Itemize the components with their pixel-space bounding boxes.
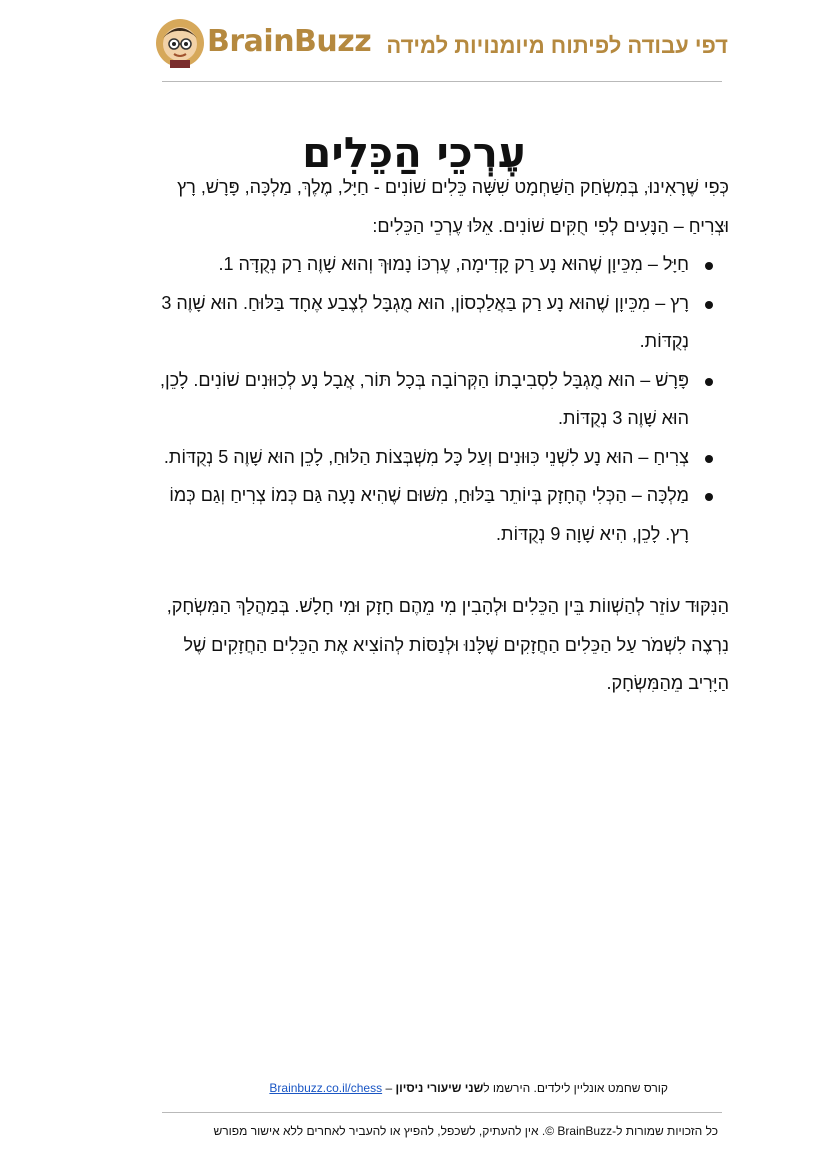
main-content [149,168,729,703]
course-bold-text: שני שיעורי ניסיון [395,1081,484,1095]
logo-wordmark: BrainBuzz [207,24,372,59]
header-divider [162,81,722,82]
brainbuzz-logo [155,18,372,70]
list-item-rook: צְרִיחַ – הוּא נָע לִשְׁנֵי כִּוּוּנִים וְעַל כָּל מִשְׁבְּצוֹת הַלּוּחַ, לָכֵן הוּא שָׁוֶה 5 נְקֻדּוֹת. [149,438,729,477]
mascot-icon [155,18,205,68]
course-text: קורס שחמט אונליין לילדים. הירשמו ל [483,1081,668,1095]
page-title: עֶרְכֵי הַכֵּלִים [302,128,526,178]
footer-divider [162,1112,722,1113]
outro-paragraph: הַנִּקּוּד עוֹזֵר לְהַשְׁווֹת בֵּין הַכֵּלִים וּלְהָבִין מִי מֵהֶם חָזָק וּמִי חָלָשׁ. בְּמַהֲלַךְ הַמִּשְׂחָק, נִרְצֶה לִשְׁמֹר עַל הַכֵּלִים הַחֲזָקִים שֶׁלָּנוּ וּלְנַסּוֹת לְהוֹצִיא אֶת הַכֵּלִים הַחֲזָקִים שֶׁל הַיָּרִיב מֵהַמִּשְׂחָק. [166,596,729,693]
intro-paragraph: כְּפִי שֶׁרָאִינוּ, בְּמִשְׂחַק הַשַּׁחְמָט שִׁשָּׁה כֵּלִים שׁוֹנִים - חַיָּל, מֶלֶךְ, מַלְכָּה, פָּרָשׁ, רָץ וּצְרִיחַ – הַנָּעִים לְפִי חֻקִּים שׁוֹנִים. אֵלּוּ עֶרְכֵי הַכֵּלִים: [177,177,729,236]
list-item-knight: פָּרָשׁ – הוּא מֻגְבָּל לִסְבִיבָתוֹ הַקְּרוֹבָה בְּכָל תּוֹר, אֲבָל נָע לְכִוּוּנִים שׁוֹנִים. לָכֵן, הוּא שָׁוֶה 3 נְקֻדּוֹת. [149,361,729,438]
piece-values-list [149,245,729,553]
worksheet-series-title: דפי עבודה לפיתוח מיומנויות למידה [386,33,728,58]
promo-separator: – [382,1081,396,1095]
course-promo [269,1081,668,1095]
course-link[interactable]: Brainbuzz.co.il/chess [269,1081,383,1095]
page-header [0,0,828,82]
list-item-bishop: רָץ – מִכֵּיוָן שֶׁהוּא נָע רַק בַּאֲלַכְסוֹן, הוּא מֻגְבָּל לְצֶבַע אֶחָד בַּלּוּחַ. הוּא שָׁוֶה 3 נְקֻדּוֹת. [149,284,729,361]
list-item-pawn: חַיָּל – מִכֵּיוָן שֶׁהוּא נָע רַק קָדִימָה, עֶרְכּוֹ נָמוּךְ וְהוּא שָׁוֶה רַק נְקֻדָּה 1. [149,245,729,284]
list-item-queen: מַלְכָּה – הַכְּלִי הֶחָזָק בְּיוֹתֵר בַּלּוּחַ, מִשּׁוּם שֶׁהִיא נָעָה גַּם כְּמוֹ צְרִיחַ וְגַם כְּמוֹ רָץ. לָכֵן, הִיא שָׁוָה 9 נְקֻדּוֹת. [149,476,729,553]
copyright-notice: כל הזכויות שמורות ל-BrainBuzz ©. אין להעתיק, לשכפל, להפיץ או להעביר לאחרים ללא אישור מפורש [213,1124,718,1138]
